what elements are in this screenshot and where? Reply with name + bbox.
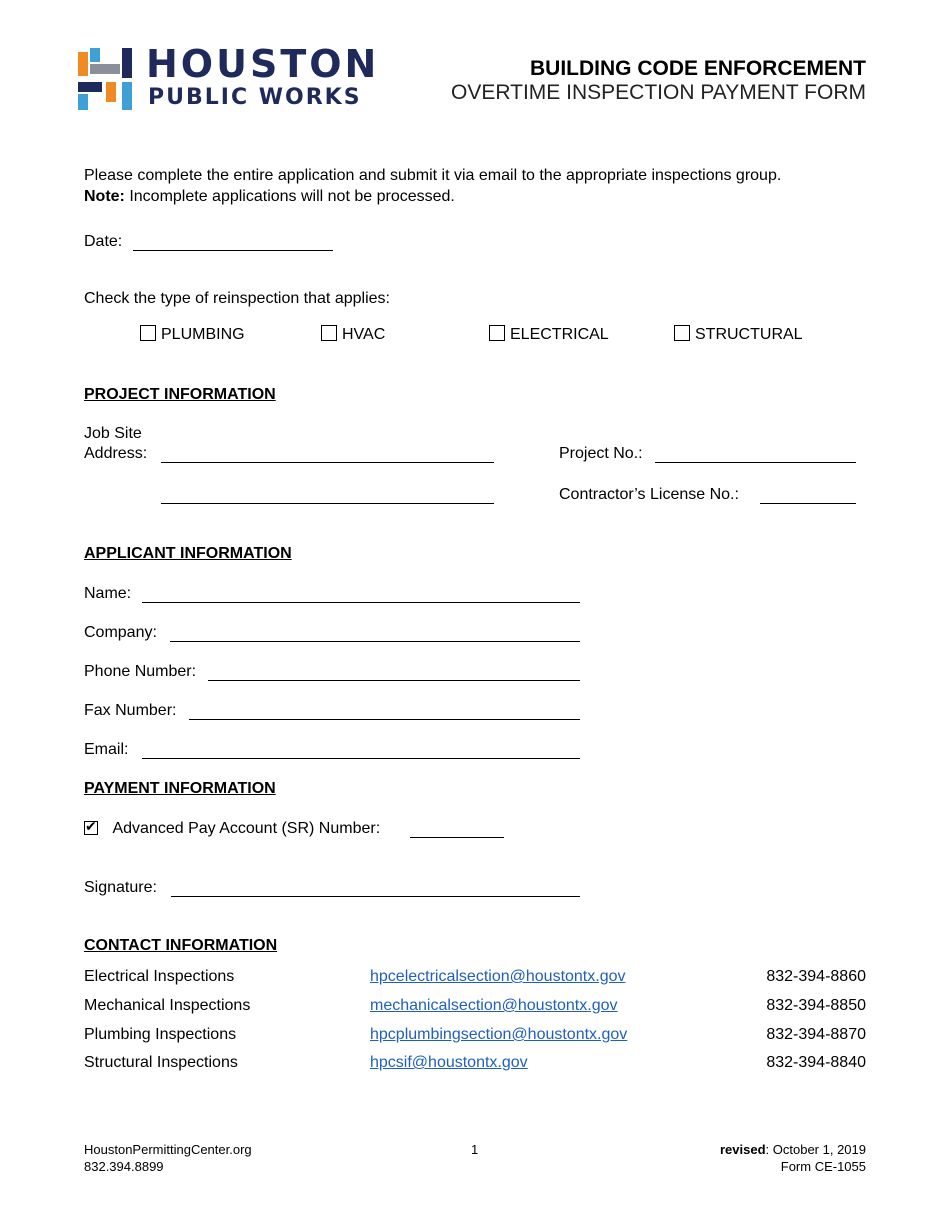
logo-line2: PUBLIC WORKS — [148, 85, 362, 110]
page-title: BUILDING CODE ENFORCEMENT — [530, 57, 866, 80]
contact-email-link[interactable]: hpcplumbingsection@houstontx.gov — [370, 1026, 628, 1043]
license-label: Contractor’s License No.: — [559, 486, 739, 503]
checkbox-plumbing[interactable] — [140, 325, 245, 344]
reinspection-prompt: Check the type of reinspection that applies: — [84, 290, 390, 307]
advanced-pay-label: Advanced Pay Account (SR) Number: — [112, 820, 381, 837]
contact-email-link[interactable]: hpcsif@houstontx.gov — [370, 1054, 528, 1071]
check-icon: ✔ — [85, 818, 97, 834]
contact-phone: 832-394-8850 — [766, 997, 866, 1014]
checkbox-box[interactable] — [321, 325, 337, 341]
checkbox-box[interactable] — [84, 818, 98, 835]
sr-number-field[interactable] — [410, 837, 504, 838]
advanced-pay-checkbox[interactable] — [84, 820, 380, 838]
checkbox-label: PLUMBING — [161, 326, 245, 343]
logo-mark-icon — [78, 48, 136, 110]
job-site-address-field-1[interactable] — [161, 462, 494, 463]
contact-phone: 832-394-8840 — [766, 1054, 866, 1071]
name-field[interactable] — [142, 602, 580, 603]
checkbox-box[interactable] — [674, 325, 690, 341]
logo-line1: HOUSTON — [146, 42, 380, 86]
email-label: Email: — [84, 741, 129, 758]
license-field[interactable] — [760, 503, 856, 504]
project-no-field[interactable] — [655, 462, 856, 463]
checkbox-electrical[interactable] — [489, 325, 609, 344]
company-field[interactable] — [170, 641, 580, 642]
project-heading: PROJECT INFORMATION — [84, 386, 276, 403]
payment-heading: PAYMENT INFORMATION — [84, 780, 276, 797]
signature-field[interactable] — [171, 896, 580, 897]
signature-label: Signature: — [84, 879, 157, 896]
contact-email-link[interactable]: hpcelectricalsection@houstontx.gov — [370, 968, 626, 985]
checkbox-label: HVAC — [342, 326, 386, 343]
contact-heading: CONTACT INFORMATION — [84, 937, 278, 954]
page-subtitle: OVERTIME INSPECTION PAYMENT FORM — [451, 81, 866, 104]
form-id: Form CE-1055 — [780, 1159, 866, 1174]
note-label: Note: — [84, 188, 125, 205]
applicant-heading: APPLICANT INFORMATION — [84, 545, 292, 562]
contact-dept: Structural Inspections — [84, 1054, 238, 1071]
project-no-label: Project No.: — [559, 445, 643, 462]
job-site-label-1: Job Site — [84, 425, 142, 442]
intro-note — [84, 188, 455, 206]
email-field[interactable] — [142, 758, 580, 759]
contact-email-link[interactable]: mechanicalsection@houstontx.gov — [370, 997, 618, 1014]
job-site-address-field-2[interactable] — [161, 503, 494, 504]
checkbox-box[interactable] — [489, 325, 505, 341]
checkbox-label: ELECTRICAL — [510, 326, 609, 343]
checkbox-label: STRUCTURAL — [695, 326, 803, 343]
phone-field[interactable] — [208, 680, 580, 681]
contact-dept: Electrical Inspections — [84, 968, 235, 985]
contact-dept: Plumbing Inspections — [84, 1026, 237, 1043]
job-site-label-2: Address: — [84, 445, 148, 462]
contact-dept: Mechanical Inspections — [84, 997, 251, 1014]
checkbox-hvac[interactable] — [321, 325, 385, 344]
intro-text: Please complete the entire application and submit it via email to the appropriate inspections group. — [84, 167, 782, 184]
checkbox-structural[interactable] — [674, 325, 803, 344]
footer-site: HoustonPermittingCenter.org — [84, 1142, 252, 1157]
contact-phone: 832-394-8870 — [766, 1026, 866, 1043]
date-field[interactable] — [133, 250, 333, 251]
page-number: 1 — [471, 1142, 479, 1157]
phone-label: Phone Number: — [84, 663, 197, 680]
name-label: Name: — [84, 585, 132, 602]
footer-revised — [720, 1142, 866, 1157]
revised-label: revised — [720, 1142, 766, 1157]
checkbox-box[interactable] — [140, 325, 156, 341]
revised-date: : October 1, 2019 — [765, 1142, 866, 1157]
fax-field[interactable] — [189, 719, 580, 720]
company-label: Company: — [84, 624, 157, 641]
fax-label: Fax Number: — [84, 702, 177, 719]
footer-phone: 832.394.8899 — [84, 1159, 164, 1174]
note-text: Incomplete applications will not be processed. — [124, 188, 455, 205]
date-label: Date: — [84, 233, 123, 250]
contact-phone: 832-394-8860 — [766, 968, 866, 985]
